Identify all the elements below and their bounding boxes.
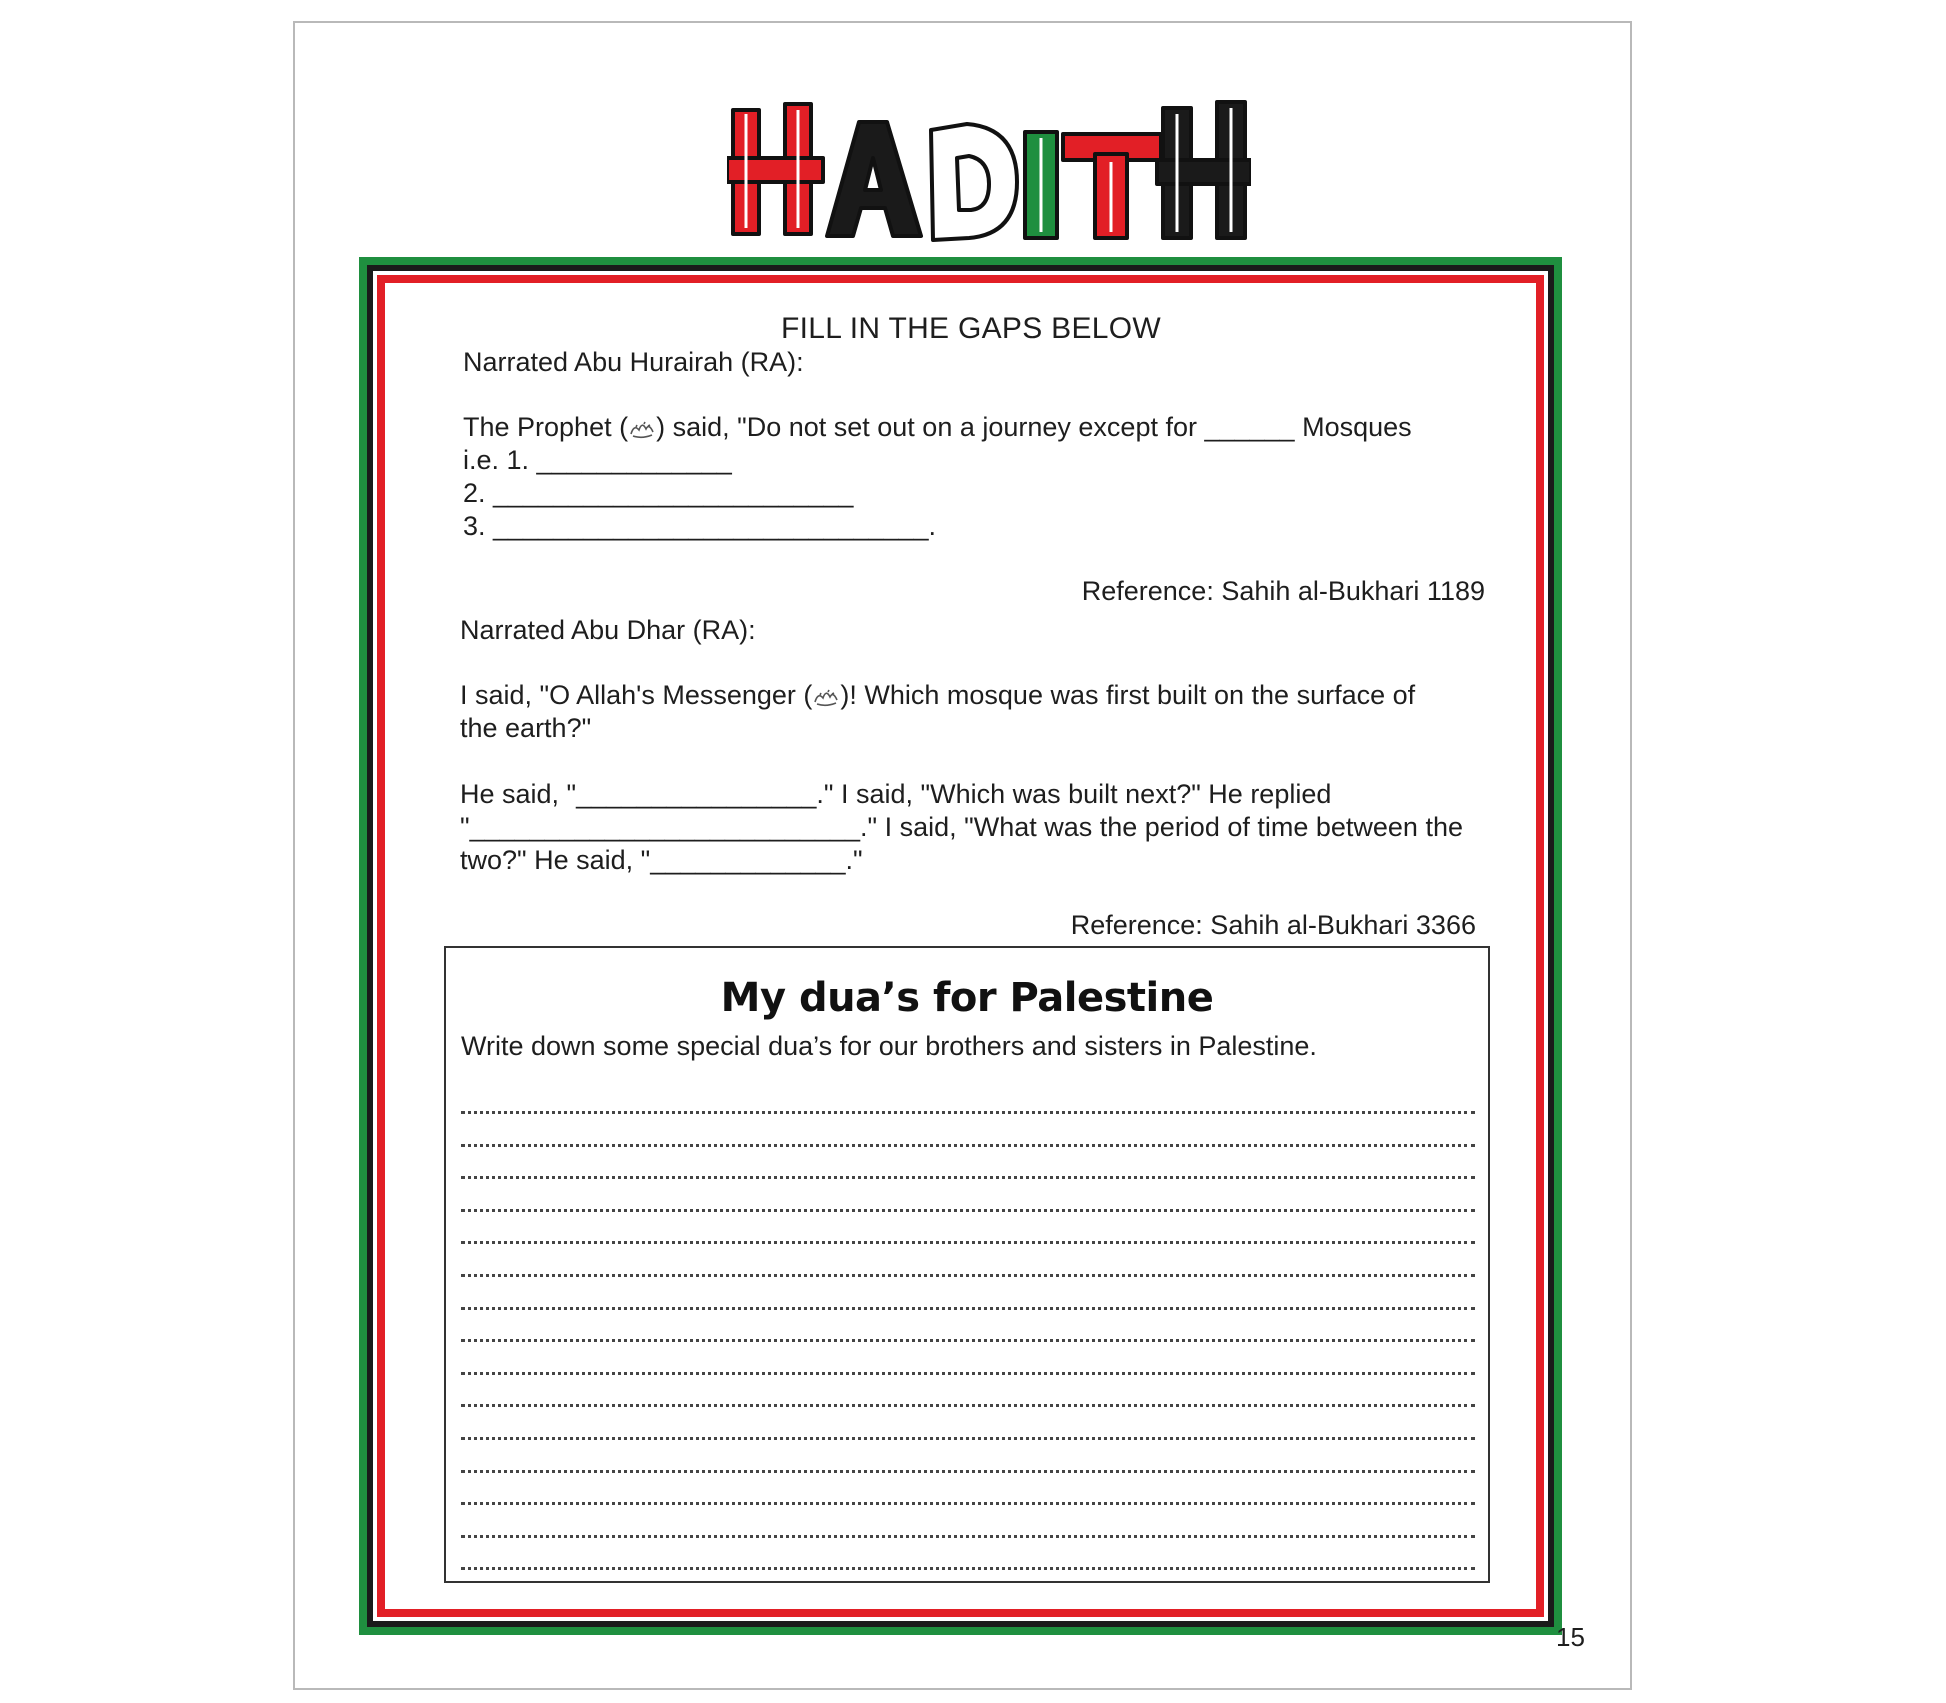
hadith2-line5: two?" He said, "_____________." <box>460 845 863 875</box>
dua-writing-line[interactable] <box>461 1274 1475 1277</box>
pbuh-icon <box>812 686 840 708</box>
dua-writing-line[interactable] <box>461 1535 1475 1538</box>
hadith1-line4: 3. _____________________________. <box>463 511 936 541</box>
hadith2-line3: He said, "________________." I said, "Which was built next?" He replied <box>460 779 1332 809</box>
hadith2-line1 <box>460 679 1415 712</box>
fill-gaps-heading: FILL IN THE GAPS BELOW <box>781 312 1162 345</box>
dua-writing-line[interactable] <box>461 1502 1475 1505</box>
logo-letter-t <box>1063 134 1161 238</box>
dua-writing-line[interactable] <box>461 1339 1475 1342</box>
hadith1-line1-part-a: The Prophet ( <box>463 412 629 442</box>
dua-writing-line[interactable] <box>461 1209 1475 1212</box>
hadith-logo <box>727 100 1251 248</box>
dua-writing-line[interactable] <box>461 1111 1475 1114</box>
hadith2-line4: "__________________________." I said, "What was the period of time between the <box>460 812 1463 842</box>
hadith2-line1-part-a: I said, "O Allah's Messenger ( <box>460 680 813 710</box>
pbuh-icon <box>628 418 656 440</box>
hadith-logo-art <box>727 100 1251 248</box>
hadith1-line3: 2. ________________________ <box>463 478 854 508</box>
hadith1-line1-part-b: ) said, "Do not set out on a journey except for ______ Mosques <box>656 412 1412 442</box>
dua-writing-line[interactable] <box>461 1144 1475 1147</box>
logo-letter-a <box>827 122 921 236</box>
logo-letter-h2 <box>1157 102 1251 238</box>
dua-writing-line[interactable] <box>461 1404 1475 1407</box>
dua-writing-line[interactable] <box>461 1470 1475 1473</box>
dua-writing-line[interactable] <box>461 1241 1475 1244</box>
dua-writing-line[interactable] <box>461 1372 1475 1375</box>
dua-writing-line[interactable] <box>461 1176 1475 1179</box>
logo-letter-h1 <box>727 104 823 234</box>
hadith2-line2: the earth?" <box>460 713 592 743</box>
hadith1-line2: i.e. 1. _____________ <box>463 445 732 475</box>
dua-subtitle: Write down some special dua’s for our brothers and sisters in Palestine. <box>461 1031 1317 1061</box>
hadith2-line1-part-b: )! Which mosque was first built on the surface of <box>840 680 1416 710</box>
dua-writing-line[interactable] <box>461 1437 1475 1440</box>
hadith1-line1 <box>463 411 1412 444</box>
hadith2-reference: Reference: Sahih al-Bukhari 3366 <box>1070 910 1476 940</box>
hadith1-narrator: Narrated Abu Hurairah (RA): <box>463 347 804 377</box>
dua-writing-line[interactable] <box>461 1307 1475 1310</box>
dua-writing-box <box>444 946 1490 1583</box>
dua-title: My dua’s for Palestine <box>720 975 1214 1021</box>
page-number: 15 <box>1556 1622 1585 1652</box>
hadith1-reference: Reference: Sahih al-Bukhari 1189 <box>1081 576 1485 606</box>
dua-writing-line[interactable] <box>461 1567 1475 1570</box>
hadith2-narrator: Narrated Abu Dhar (RA): <box>460 615 756 645</box>
logo-letter-d <box>931 124 1017 240</box>
logo-letter-i <box>1025 132 1057 238</box>
